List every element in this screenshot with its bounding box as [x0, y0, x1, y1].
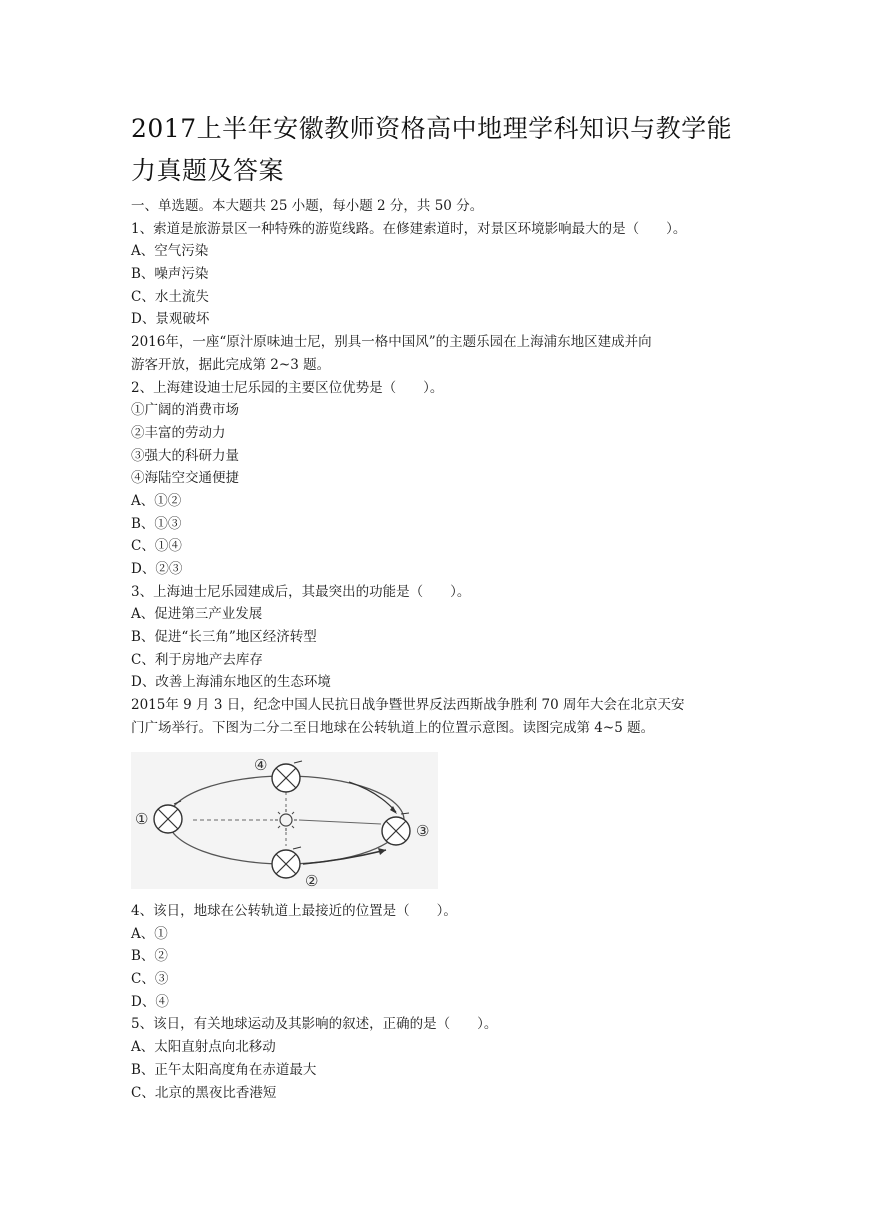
option-3d: D、改善上海浦东地区的生态环境 — [131, 674, 331, 691]
option-2d: D、②③ — [131, 561, 183, 577]
earth-position-3 — [382, 813, 410, 845]
option-2a: A、①② — [131, 492, 182, 509]
option-5c: C、北京的黑夜比香港短 — [131, 1084, 277, 1101]
earth-position-2 — [272, 847, 301, 878]
document-body-bottom — [131, 900, 751, 1104]
question-5: 5、该日，有关地球运动及其影响的叙述，正确的是（ ）。 — [131, 1016, 498, 1033]
question-2: 2、上海建设迪士尼乐园的主要区位优势是（ ）。 — [131, 379, 444, 396]
orbit-diagram — [131, 752, 438, 889]
document-body-top — [131, 195, 751, 740]
label-position-3: ③ — [416, 822, 430, 840]
statement-1: ①广阔的消费市场 — [131, 402, 239, 419]
sun-line-right — [299, 820, 381, 824]
question-4: 4、该日，地球在公转轨道上最接近的位置是（ ）。 — [131, 903, 457, 919]
option-1c: C、水土流失 — [131, 288, 209, 305]
revolution-arrowhead-bottom — [378, 848, 386, 855]
statement-4: ④海陆空交通便捷 — [131, 470, 239, 487]
earth-position-1 — [154, 801, 182, 833]
section-heading: 一、单选题。本大题共 25 小题，每小题 2 分，共 50 分。 — [131, 198, 484, 214]
passage-2-3-line2: 游客开放，据此完成第 2~3 题。 — [131, 356, 331, 373]
label-position-4: ④ — [254, 756, 268, 774]
revolution-arrow-top — [349, 782, 396, 812]
option-4b: B、② — [131, 948, 168, 965]
option-1a: A、空气污染 — [131, 243, 209, 260]
label-position-2: ② — [305, 872, 319, 889]
option-4d: D、④ — [131, 993, 169, 1010]
revolution-arrow-bottom — [303, 850, 386, 864]
passage-2-3-line1: 2016年，一座“原汁原味迪士尼，别具一格中国风”的主题乐园在上海浦东地区建成并向 — [131, 334, 652, 351]
option-2b: B、①③ — [131, 515, 182, 532]
question-1: 1、索道是旅游景区一种特殊的游览线路。在修建索道时，对景区环境影响最大的是（ ）。 — [131, 220, 687, 237]
document-title: 2017上半年安徽教师资格高中地理学科知识与教学能力真题及答案 — [131, 114, 733, 185]
option-5b: B、正午太阳高度角在赤道最大 — [131, 1061, 317, 1078]
option-4a: A、① — [131, 925, 168, 942]
option-3c: C、利于房地产去库存 — [131, 651, 263, 668]
sun-icon — [275, 809, 297, 831]
passage-4-5-line2: 门广场举行。下图为二分二至日地球在公转轨道上的位置示意图。读图完成第 4~5 题。 — [131, 719, 655, 736]
statement-2: ②丰富的劳动力 — [131, 424, 226, 441]
passage-4-5-line1: 2015年 9 月 3 日，纪念中国人民抗日战争暨世界反法西斯战争胜利 70 周年大会在北京天安 — [131, 697, 685, 714]
option-3b: B、促进“长三角”地区经济转型 — [131, 629, 317, 646]
option-1b: B、噪声污染 — [131, 266, 209, 283]
statement-3: ③强大的科研力量 — [131, 447, 239, 464]
label-position-1: ① — [135, 810, 149, 828]
question-3: 3、上海迪士尼乐园建成后，其最突出的功能是（ ）。 — [131, 583, 471, 600]
option-5a: A、太阳直射点向北移动 — [131, 1039, 276, 1056]
earth-position-4 — [272, 761, 302, 792]
option-4c: C、③ — [131, 971, 169, 988]
option-1d: D、景观破坏 — [131, 311, 210, 328]
option-2c: C、①④ — [131, 538, 182, 555]
option-3a: A、促进第三产业发展 — [131, 606, 263, 623]
orbit-diagram-svg — [131, 752, 438, 889]
